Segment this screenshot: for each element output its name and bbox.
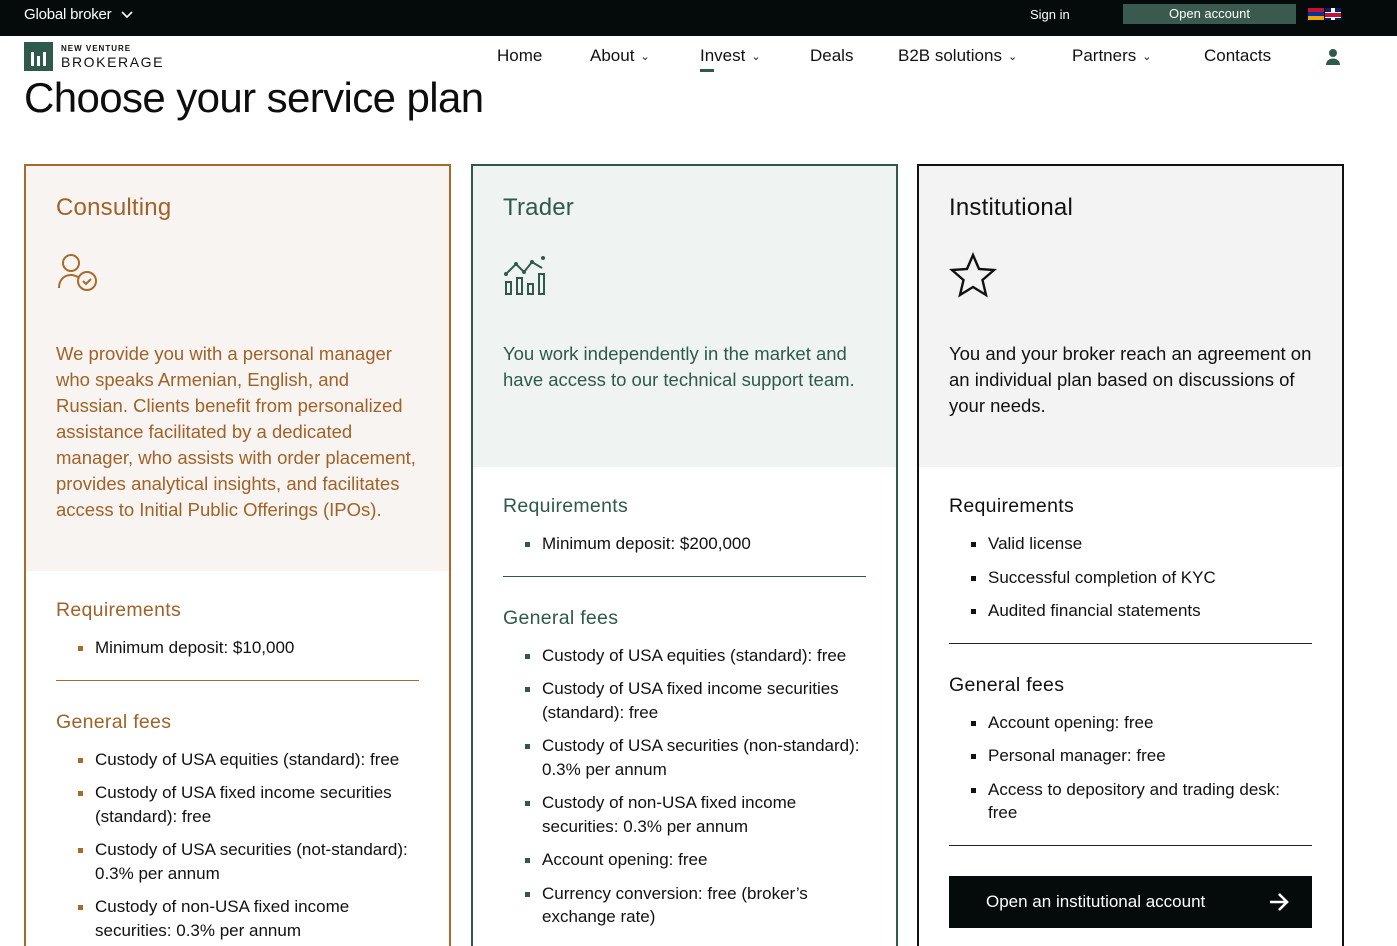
plan-card-trader <box>471 164 898 946</box>
nav-label: B2B solutions <box>898 46 1002 65</box>
list-item: Custody of USA equities (standard): free <box>56 748 419 772</box>
fees-list <box>949 711 1312 825</box>
uk-flag-icon[interactable] <box>1325 8 1341 20</box>
fees-heading: General fees <box>949 673 1065 696</box>
list-item: Custody of non-USA fixed income securities: 0.3% per annum <box>503 791 866 838</box>
nav-item-b2b-solutions[interactable] <box>898 46 1017 66</box>
plan-title: Consulting <box>56 194 172 221</box>
nav-item-home[interactable] <box>497 46 542 66</box>
chevron-down-icon: ⌄ <box>640 50 650 63</box>
list-item: Minimum deposit: $200,000 <box>503 532 866 556</box>
requirements-list <box>56 636 419 660</box>
fees-list <box>503 644 866 929</box>
divider <box>949 845 1312 846</box>
global-broker-selector[interactable] <box>24 6 133 23</box>
top-bar <box>0 0 1397 36</box>
nav-label: Invest <box>700 46 746 65</box>
arrow-right-icon <box>1268 892 1290 912</box>
nav-item-partners[interactable] <box>1072 46 1151 66</box>
divider <box>56 680 419 681</box>
logo-line1: NEW VENTURE <box>61 43 132 53</box>
plan-title: Trader <box>503 194 574 221</box>
plan-card-consulting <box>24 164 451 946</box>
list-item: Custody of USA equities (standard): free <box>503 644 866 668</box>
list-item: Custody of USA securities (not-standard): 0.3% per annum <box>56 838 419 885</box>
plan-card-institutional <box>917 164 1344 946</box>
plan-description: You and your broker reach an agreement on an individual plan based on discussions of your needs. <box>949 343 1312 416</box>
nav-label: Deals <box>810 46 854 65</box>
chevron-down-icon: ⌄ <box>1007 50 1018 63</box>
divider <box>503 576 866 577</box>
global-broker-label: Global broker <box>24 6 112 23</box>
chart-growth-icon <box>503 252 551 300</box>
list-item: Account opening: free <box>949 711 1312 735</box>
list-item: Custody of non-USA fixed income securities: 0.3% per annum <box>56 895 419 942</box>
user-icon[interactable] <box>1325 48 1341 66</box>
page-title: Choose your service plan <box>24 74 484 121</box>
plan-title: Institutional <box>949 194 1074 221</box>
requirements-heading: Requirements <box>949 495 1074 517</box>
chevron-down-icon: ⌄ <box>1142 50 1152 63</box>
divider <box>949 643 1312 644</box>
requirements-heading: Requirements <box>56 599 181 621</box>
cta-label: Open an institutional account <box>986 891 1206 911</box>
list-item: Custody of USA fixed income securities (standard): free <box>56 781 419 828</box>
chevron-down-icon: ⌄ <box>751 50 761 63</box>
list-item: Personal manager: free <box>949 744 1312 768</box>
list-item: Access to depository and trading desk: free <box>949 778 1312 825</box>
chevron-down-icon <box>121 11 133 19</box>
armenian-flag-icon[interactable] <box>1308 8 1324 20</box>
logo-line2: BROKERAGE <box>61 53 165 70</box>
sign-in-link[interactable]: Sign in <box>1030 7 1070 22</box>
main-nav <box>0 43 1397 70</box>
nav-item-invest[interactable] <box>700 46 761 66</box>
list-item: Audited financial statements <box>949 599 1312 623</box>
fees-list <box>56 748 419 943</box>
requirements-heading: Requirements <box>503 495 628 517</box>
star-icon <box>949 252 997 300</box>
nav-item-contacts[interactable] <box>1204 46 1271 66</box>
fees-heading: General fees <box>503 606 619 629</box>
nav-item-about[interactable] <box>590 46 650 66</box>
fees-heading: General fees <box>56 710 172 733</box>
list-item: Currency conversion: free (broker’s exchange rate) <box>503 882 866 929</box>
open-institutional-account-button[interactable] <box>949 876 1312 928</box>
list-item: Successful completion of KYC <box>949 566 1312 590</box>
list-item: Valid license <box>949 532 1312 556</box>
nav-label: About <box>590 46 635 65</box>
list-item: Custody of USA securities (non-standard): 0.3% per annum <box>503 734 866 781</box>
nav-label: Contacts <box>1204 46 1272 65</box>
requirements-list <box>949 532 1312 623</box>
nav-item-deals[interactable] <box>810 46 853 66</box>
list-item: Account opening: free <box>503 848 866 872</box>
list-item: Minimum deposit: $10,000 <box>56 636 419 660</box>
nav-label: Home <box>497 46 543 65</box>
person-check-icon <box>56 252 104 300</box>
open-account-button[interactable]: Open account <box>1123 4 1296 24</box>
requirements-list <box>503 532 866 556</box>
nav-label: Partners <box>1072 46 1137 65</box>
list-item: Custody of USA fixed income securities (standard): free <box>503 677 866 724</box>
language-switcher[interactable] <box>1308 8 1341 20</box>
plan-description: You work independently in the market and have access to our technical support team. <box>503 343 855 390</box>
plan-description: We provide you with a personal manager who speaks Armenian, English, and Russian. Clients benefit from personalized assistance facilitated by a dedicated manager, who assists with order placement, provides analytical insights, and facilitates access to Initial Public Offerings (IPOs). <box>56 343 416 520</box>
